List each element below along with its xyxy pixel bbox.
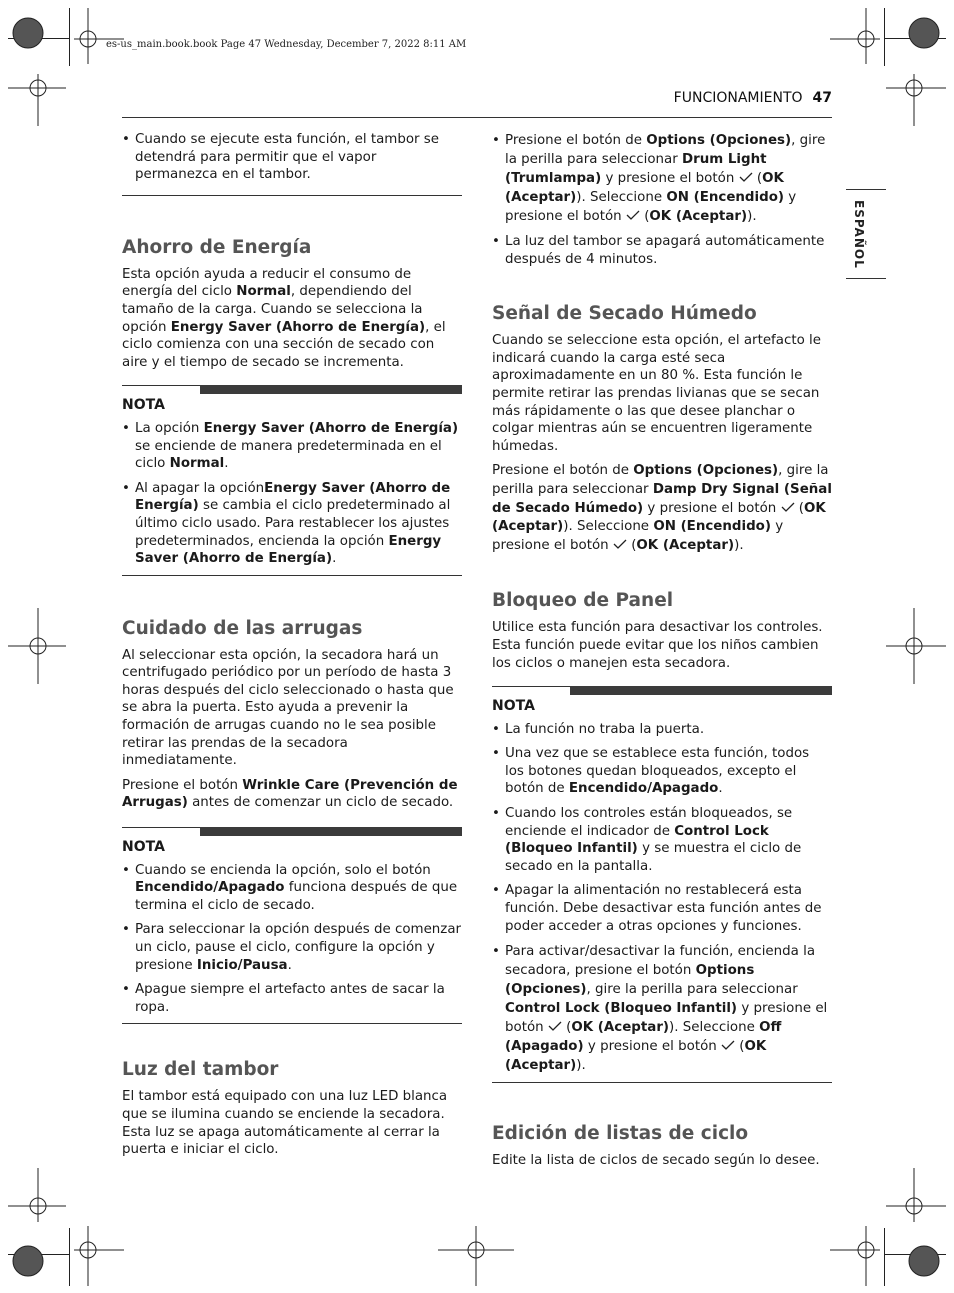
crosshair-target-icon bbox=[74, 1226, 124, 1286]
paragraph: Cuando se seleccione esta opción, el artefacto le indicará cuando la carga esté seca aproximadamente en un 80 %. Esta función le permite retirar las prendas livianas que se secan más rápidamente o las que desee planchar o colgar mientras aún se encuentren ligeramente húmedas. bbox=[492, 333, 821, 454]
starburst-target-icon bbox=[13, 1246, 43, 1276]
paragraph: Utilice esta función para desactivar los controles. Esta función puede evitar que los niños cambien los ciclos o manejen esta secadora. bbox=[492, 620, 823, 671]
note-bar bbox=[122, 827, 462, 837]
intro-list bbox=[122, 131, 462, 184]
crosshair-target-icon bbox=[886, 608, 946, 684]
section-title-luz: Luz del tambor bbox=[122, 1059, 279, 1081]
crop-mark bbox=[8, 1254, 70, 1255]
crop-mark bbox=[884, 38, 946, 39]
list-item: • La función no traba la puerta. bbox=[492, 721, 832, 739]
section-title-arrugas: Cuidado de las arrugas bbox=[122, 617, 363, 639]
crop-mark bbox=[884, 1228, 885, 1286]
list-item: • Una vez que se establece esta función, todos los botones quedan bloqueados, excepto el botón de Encendido/Apagado. bbox=[492, 745, 832, 798]
checkmark-icon bbox=[548, 1021, 562, 1032]
language-tab bbox=[846, 189, 886, 279]
list-item: • Para activar/desactivar la función, encienda la secadora, presione el botón Options (Opciones), gire la perilla para seleccionar Control Lock (Bloqueo Infantil) y presione el botón (OK (Aceptar)). Seleccione Off (Apagado) y presione el botón (OK (Aceptar)). bbox=[492, 942, 832, 1075]
list-item: • Apague siempre el artefacto antes de sacar la ropa. bbox=[122, 981, 462, 1016]
checkmark-icon bbox=[613, 539, 627, 550]
paragraph: El tambor está equipado con una luz LED blanca que se ilumina cuando se enciende la secadora. Esta luz se apaga automáticamente al cerrar la puerta e iniciar el ciclo. bbox=[122, 1089, 448, 1158]
starburst-target-icon bbox=[909, 18, 939, 48]
crosshair-target-icon bbox=[8, 608, 66, 684]
note-list bbox=[122, 862, 462, 1017]
right-column bbox=[492, 131, 832, 1177]
paragraph: Esta opción ayuda a reducir el consumo de energía del ciclo Normal, dependiendo del tamaño de la carga. Cuando se selecciona la opción Energy Saver (Ahorro de Energía), el ciclo comienza con una sección de secado con aire y el tiempo de secado se incrementa. bbox=[122, 266, 446, 370]
note-list bbox=[122, 420, 462, 568]
checkmark-icon bbox=[781, 502, 795, 513]
crop-mark bbox=[69, 1228, 70, 1286]
note-bar bbox=[492, 686, 832, 696]
crosshair-target-icon bbox=[886, 1168, 946, 1222]
paragraph: Al seleccionar esta opción, la secadora hará un centrifugado periódico por un período de hasta 3 horas después del ciclo seleccionado o hasta que se abra la puerta. Esto ayuda a prevenir la formación de arrugas cuando no le sea posible retirar las prendas de la secadora inmediatamente. bbox=[122, 647, 454, 769]
note-title: NOTA bbox=[122, 397, 165, 414]
note-bar bbox=[122, 385, 462, 395]
crop-mark bbox=[884, 8, 885, 66]
starburst-target-icon bbox=[909, 1246, 939, 1276]
crosshair-target-icon bbox=[830, 8, 880, 64]
paragraph: Edite la lista de ciclos de secado según lo desee. bbox=[492, 1153, 820, 1169]
paragraph: Presione el botón de Options (Opciones), gire la perilla para seleccionar Damp Dry Signal (Señal de Secado Húmedo) y presione el botón (OK (Aceptar)). Seleccione ON (Encendido) y presione el botón (OK (Aceptar)). bbox=[492, 463, 832, 553]
crosshair-target-icon bbox=[886, 74, 946, 126]
section-title-ahorro: Ahorro de Energía bbox=[122, 236, 312, 258]
list-item: • La luz del tambor se apagará automáticamente después de 4 minutos. bbox=[492, 233, 832, 268]
checkmark-icon bbox=[721, 1040, 735, 1051]
crosshair-target-icon bbox=[438, 1226, 514, 1286]
crop-mark bbox=[69, 8, 70, 66]
crosshair-target-icon bbox=[74, 8, 124, 64]
note-title: NOTA bbox=[492, 698, 535, 715]
note-title: NOTA bbox=[122, 839, 165, 856]
list-item: • Cuando los controles están bloqueados, se enciende el indicador de Control Lock (Bloqueo Infantil) y se muestra el ciclo de secado en la pantalla. bbox=[492, 805, 832, 875]
note-list bbox=[492, 721, 832, 1076]
list-item: • Cuando se encienda la opción, solo el botón Encendido/Apagado funciona después de que termina el ciclo de secado. bbox=[122, 862, 462, 915]
header-rule bbox=[122, 117, 832, 118]
running-header bbox=[674, 90, 832, 106]
list-item: • Al apagar la opciónEnergy Saver (Ahorro de Energía) se cambia el ciclo predeterminado al último ciclo usado. Para restablecer los ajustes predeterminados, encienda la opción Energy Saver (Ahorro de Energía). bbox=[122, 480, 462, 568]
crop-mark bbox=[8, 38, 70, 39]
page-number: 47 bbox=[812, 90, 832, 106]
left-column bbox=[122, 131, 462, 1166]
list-item: • Apagar la alimentación no restablecerá esta función. Debe desactivar esta función antes de poder acceder a otras opciones y funciones. bbox=[492, 882, 832, 935]
luz-list bbox=[492, 131, 832, 268]
checkmark-icon bbox=[739, 172, 753, 183]
list-item: • Cuando se ejecute esta función, el tambor se detendrá para permitir que el vapor permanezca en el tambor. bbox=[122, 131, 462, 184]
crosshair-target-icon bbox=[8, 74, 66, 126]
paragraph: Presione el botón Wrinkle Care (Prevención de Arrugas) antes de comenzar un ciclo de secado. bbox=[122, 777, 458, 811]
crosshair-target-icon bbox=[8, 1168, 66, 1222]
section-title-bloqueo: Bloqueo de Panel bbox=[492, 590, 674, 612]
starburst-target-icon bbox=[13, 18, 43, 48]
list-item: • Para seleccionar la opción después de comenzar un ciclo, pause el ciclo, configure la opción y presione Inicio/Pausa. bbox=[122, 921, 462, 974]
list-item: • Presione el botón de Options (Opciones), gire la perilla para seleccionar Drum Light (Trumlampa) y presione el botón (OK (Aceptar)). Seleccione ON (Encendido) y presione el botón (OK (Aceptar)). bbox=[492, 131, 832, 226]
section-title-edicion: Edición de listas de ciclo bbox=[492, 1123, 749, 1145]
checkmark-icon bbox=[626, 210, 640, 221]
section-title: FUNCIONAMIENTO bbox=[673, 90, 803, 106]
print-meta-line: es-us_main.book.book Page 47 Wednesday, December 7, 2022 8:11 AM bbox=[106, 39, 467, 50]
list-item: • La opción Energy Saver (Ahorro de Energía) se enciende de manera predeterminada en el ciclo Normal. bbox=[122, 420, 462, 473]
language-label: ESPAÑOL bbox=[852, 200, 866, 269]
crop-mark bbox=[884, 1254, 946, 1255]
crosshair-target-icon bbox=[830, 1226, 880, 1286]
section-title-senal: Señal de Secado Húmedo bbox=[492, 303, 757, 325]
